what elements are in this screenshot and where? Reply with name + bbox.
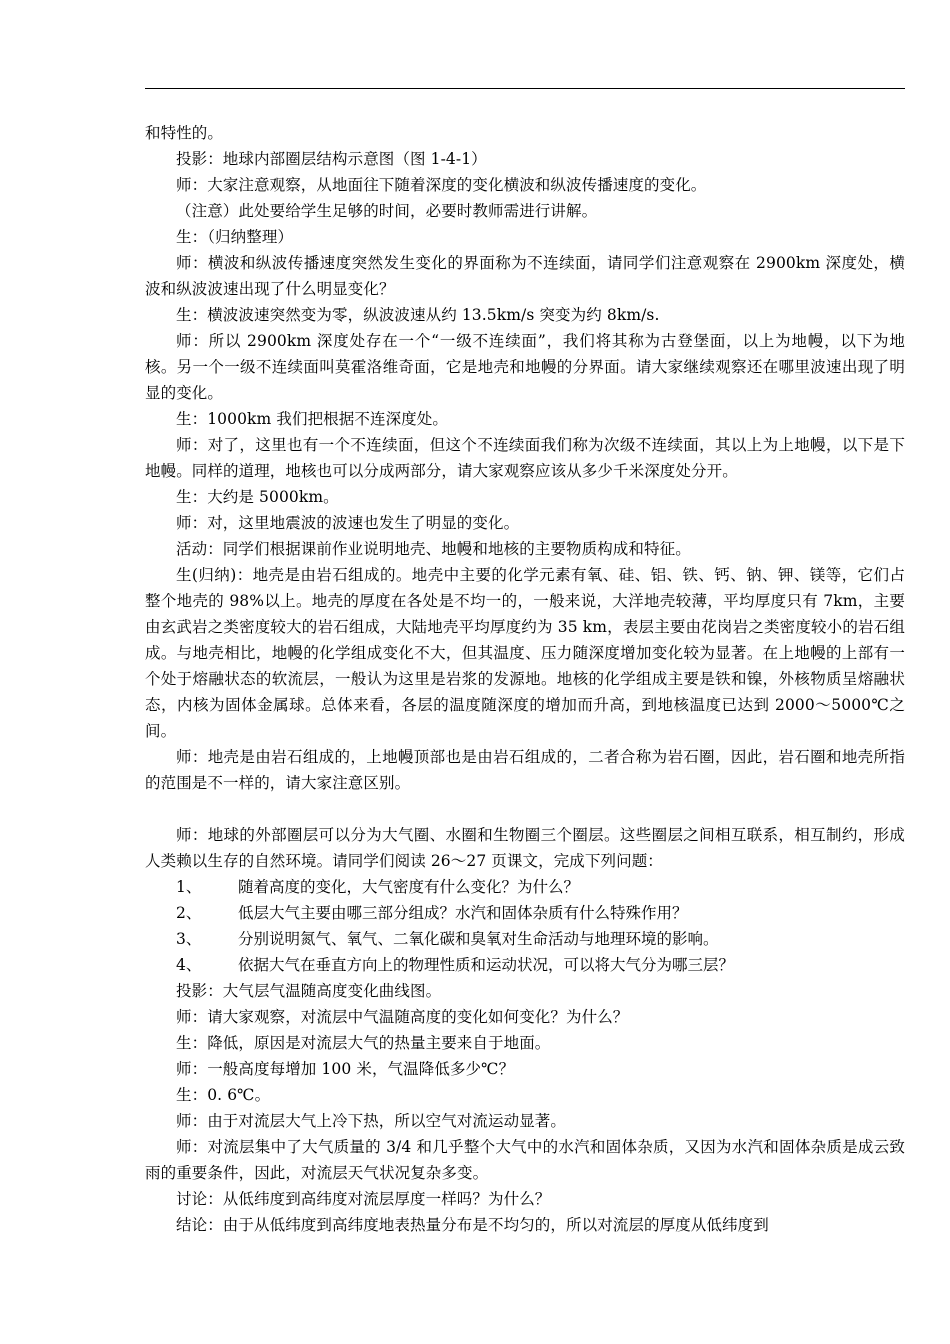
paragraph: 师：对流层集中了大气质量的 3/4 和几乎整个大气中的水汽和固体杂质，又因为水汽和固体杂质是成云致雨的重要条件，因此，对流层天气状况复杂多变。 bbox=[145, 1138, 905, 1182]
paragraph: 生：0. 6℃。 bbox=[176, 1086, 271, 1104]
paragraph: 师：一般高度每增加 100 米，气温降低多少℃？ bbox=[176, 1060, 515, 1078]
paragraph: 师：由于对流层大气上冷下热，所以空气对流运动显著。 bbox=[176, 1112, 567, 1130]
paragraph: 师：地球的外部圈层可以分为大气圈、水圈和生物圈三个圈层。这些圈层之间相互联系，相互制约，形成人类赖以生存的自然环境。请同学们阅读 26～27 页课文，完成下列问题： bbox=[145, 826, 905, 870]
paragraph: 投影：地球内部圈层结构示意图（图 1-4-1） bbox=[176, 150, 487, 168]
paragraph: 讨论：从低纬度到高纬度对流层厚度一样吗？为什么？ bbox=[176, 1190, 551, 1208]
paragraph: 结论：由于从低纬度到高纬度地表热量分布是不均匀的，所以对流层的厚度从低纬度到 bbox=[176, 1216, 769, 1234]
paragraph: 生：降低，原因是对流层大气的热量主要来自于地面。 bbox=[176, 1034, 551, 1052]
question-item bbox=[145, 874, 905, 900]
paragraph: 活动：同学们根据课前作业说明地壳、地幔和地核的主要物质构成和特征。 bbox=[176, 540, 691, 558]
paragraph: 生：1000km 我们把根据不连深度处。 bbox=[176, 410, 448, 428]
document-body bbox=[145, 120, 905, 1238]
paragraph: 师：对了，这里也有一个不连续面，但这个不连续面我们称为次级不连续面，其以上为上地幔，以下是下地幔。同样的道理，地核也可以分成两部分，请大家观察应该从多少千米深度处分开。 bbox=[145, 436, 905, 480]
paragraph: 生：大约是 5000km。 bbox=[176, 488, 339, 506]
question-item bbox=[145, 900, 905, 926]
paragraph: 投影：大气层气温随高度变化曲线图。 bbox=[176, 982, 442, 1000]
blank-line bbox=[145, 796, 905, 822]
question-item bbox=[145, 926, 905, 952]
paragraph: 师：横波和纵波传播速度突然发生变化的界面称为不连续面，请同学们注意观察在 2900km 深度处，横波和纵波波速出现了什么明显变化？ bbox=[145, 254, 905, 298]
paragraph: 生(归纳)：地壳是由岩石组成的。地壳中主要的化学元素有氧、硅、铝、铁、钙、钠、钾、镁等，它们占整个地壳的 98%以上。地壳的厚度在各处是不均一的，一般来说，大洋地壳较薄，平均厚度只有 7km，主要由玄武岩之类密度较大的岩石组成，大陆地壳平均厚度约为 35 km，表层主要由花岗岩之类密度较小的岩石组成。与地壳相比，地幔的化学组成变化不大，但其温度、压力随深度增加变化较为显著。在上地幔的上部有一个处于熔融状态的软流层，一般认为这里是岩浆的发源地。地核的化学组成主要是铁和镍，外核物质呈熔融状态，内核为固体金属球。总体来看，各层的温度随深度的增加而升高，到地核温度已达到 2000～5000℃之间。 bbox=[145, 566, 905, 740]
question-number: 2、 bbox=[176, 904, 202, 922]
paragraph: 师：所以 2900km 深度处存在一个“一级不连续面”，我们将其称为古登堡面，以上为地幔，以下为地核。另一个一级不连续面叫莫霍洛维奇面，它是地壳和地幔的分界面。请大家继续观察还在哪里波速出现了明显的变化。 bbox=[145, 332, 905, 402]
header-rule bbox=[145, 88, 905, 89]
paragraph: 师：地壳是由岩石组成的，上地幔顶部也是由岩石组成的，二者合称为岩石圈，因此，岩石圈和地壳所指的范围是不一样的，请大家注意区别。 bbox=[145, 748, 905, 792]
question-number: 4、 bbox=[176, 956, 202, 974]
paragraph: 生：（归纳整理） bbox=[176, 228, 294, 246]
question-text: 分别说明氮气、氧气、二氧化碳和臭氧对生命活动与地理环境的影响。 bbox=[238, 930, 719, 948]
question-number: 1、 bbox=[176, 878, 202, 896]
paragraph: 师：对，这里地震波的波速也发生了明显的变化。 bbox=[176, 514, 520, 532]
paragraph: 师：请大家观察，对流层中气温随高度的变化如何变化？为什么？ bbox=[176, 1008, 629, 1026]
question-text: 低层大气主要由哪三部分组成？水汽和固体杂质有什么特殊作用？ bbox=[238, 904, 688, 922]
paragraph: 和特性的。 bbox=[145, 124, 224, 142]
paragraph: 生：横波波速突然变为零，纵波波速从约 13.5km/s 突变为约 8km/s. bbox=[176, 306, 660, 324]
paragraph: 师：大家注意观察，从地面往下随着深度的变化横波和纵波传播速度的变化。 bbox=[176, 176, 707, 194]
question-text: 依据大气在垂直方向上的物理性质和运动状况，可以将大气分为哪三层？ bbox=[238, 956, 735, 974]
question-item bbox=[145, 952, 905, 978]
question-text: 随着高度的变化，大气密度有什么变化？为什么？ bbox=[238, 878, 580, 896]
question-number: 3、 bbox=[176, 930, 202, 948]
paragraph: （注意）此处要给学生足够的时间，必要时教师需进行讲解。 bbox=[176, 202, 598, 220]
